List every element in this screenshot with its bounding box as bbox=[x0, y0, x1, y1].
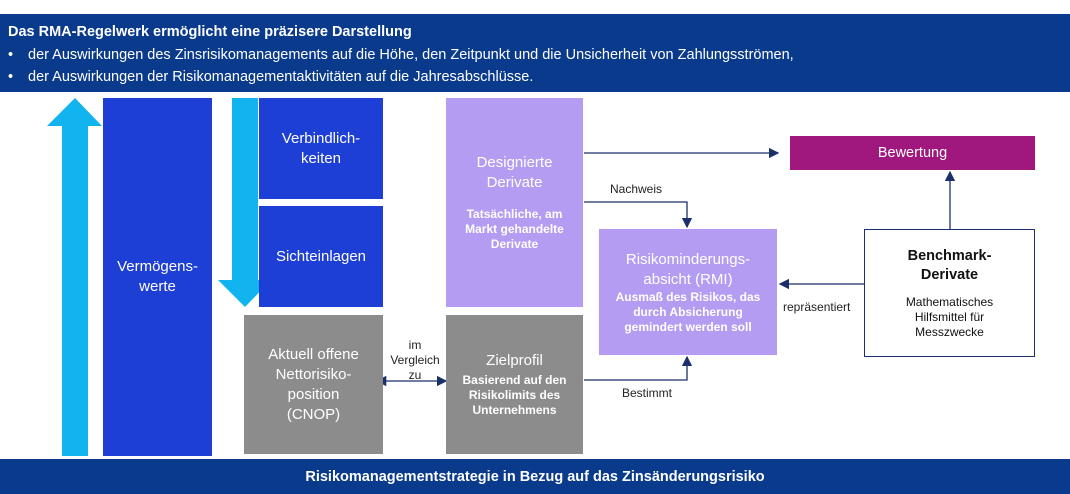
nachweis-label: Nachweis bbox=[610, 182, 663, 196]
derivate-subtitle: Tatsächliche, am Markt gehandelte Derivate bbox=[465, 207, 564, 251]
verbindlichkeiten-box: Verbindlich- keiten bbox=[259, 98, 383, 199]
header-title: Das RMA-Regelwerk ermöglicht eine präzisere Darstellung bbox=[8, 24, 412, 40]
designierte-derivate-box bbox=[446, 98, 583, 307]
cnop-box: Aktuell offene Nettorisiko- position (CNOP) bbox=[244, 315, 383, 454]
header-bullet-1: • der Auswirkungen des Zinsrisikomanagements auf die Höhe, den Zeitpunkt und die Unsicherheit von Zahlungsströmen, bbox=[8, 47, 794, 63]
header-bullet-1-text: der Auswirkungen des Zinsrisikomanagements auf die Höhe, den Zeitpunkt und die Unsicherheit von Zahlungsströmen, bbox=[28, 47, 794, 63]
bestimmt-label: Bestimmt bbox=[622, 386, 673, 400]
bestimmt-arrow bbox=[584, 357, 687, 380]
nachweis-arrow bbox=[584, 202, 687, 227]
rmi-title: Risikominderungs- absicht (RMI) bbox=[625, 250, 751, 288]
benchmark-title: Benchmark- Derivate bbox=[907, 247, 992, 283]
header-bullet-2: • der Auswirkungen der Risikomanagementaktivitäten auf die Jahresabschlüsse. bbox=[8, 69, 534, 85]
vermoegenswerte-box: Vermögens- werte bbox=[103, 98, 212, 456]
rmi-box bbox=[599, 229, 777, 355]
benchmark-derivate-box bbox=[864, 229, 1035, 357]
zielprofil-subtitle: Basierend auf den Risikolimits des Unternehmens bbox=[462, 373, 567, 417]
header-bullet-2-text: der Auswirkungen der Risikomanagementaktivitäten auf die Jahresabschlüsse. bbox=[28, 69, 534, 85]
zielprofil-title: Zielprofil bbox=[486, 352, 543, 369]
bewertung-box: Bewertung bbox=[790, 136, 1035, 170]
repraesentiert-label: repräsentiert bbox=[783, 300, 851, 314]
im-vergleich-label: im Vergleich zu bbox=[390, 338, 440, 382]
footer-banner: Risikomanagementstrategie in Bezug auf das Zinsänderungsrisiko bbox=[0, 459, 1070, 494]
zielprofil-box bbox=[446, 315, 583, 454]
benchmark-subtitle: Mathematisches Hilfsmittel für Messzwecke bbox=[905, 294, 994, 339]
derivate-title: Designierte Derivate bbox=[476, 154, 553, 191]
up-arrow-icon bbox=[47, 98, 102, 456]
rmi-subtitle: Ausmaß des Risikos, das durch Absicherung gemindert werden soll bbox=[615, 289, 761, 334]
sichteinlagen-box: Sichteinlagen bbox=[259, 206, 383, 307]
